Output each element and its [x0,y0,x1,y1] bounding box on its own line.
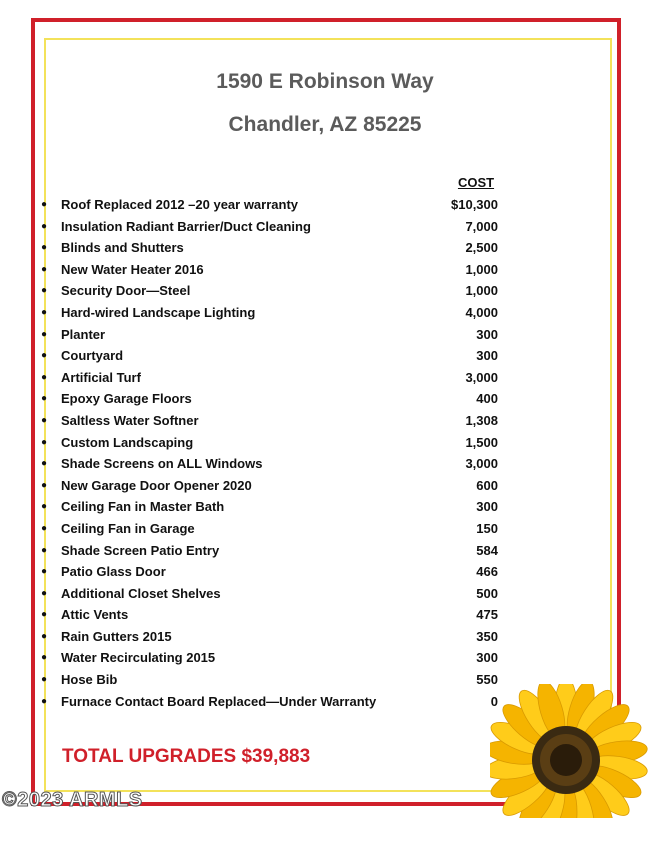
bullet-icon: ● [40,587,48,599]
upgrade-item-cost: $10,300 [451,197,498,212]
upgrade-item-cost: 1,000 [465,261,498,277]
list-item [36,302,506,324]
upgrade-item-label: Blinds and Shutters [61,240,184,256]
upgrade-item-cost: 600 [476,477,498,493]
upgrade-item-label: Roof Replaced 2012 –20 year warranty [61,197,299,212]
upgrade-item-label: Shade Screen Patio Entry [61,542,220,558]
upgrade-item-cost: 350 [476,628,498,644]
upgrade-item-label: Saltless Water Softner [61,412,199,428]
list-item [36,475,506,497]
upgrade-item-label: Patio Glass Door [61,564,166,580]
sunflower-center-core [550,744,582,776]
total-upgrades: TOTAL UPGRADES $39,883 [62,746,311,767]
list-item [36,647,506,669]
upgrade-item-cost: 150 [476,520,498,536]
bullet-icon: ● [40,350,48,362]
upgrade-item-label: Ceiling Fan in Master Bath [61,499,225,515]
bullet-icon: ● [40,263,48,275]
bullet-icon: ● [40,566,48,578]
bullet-icon: ● [40,285,48,297]
list-item [36,259,506,281]
list-item [36,691,506,713]
bullet-icon: ● [40,479,48,491]
upgrade-list [36,194,506,712]
upgrade-item-label: Insulation Radiant Barrier/Duct Cleaning [61,218,311,234]
list-item [36,237,506,259]
upgrade-item-label: Hose Bib [61,672,118,688]
upgrade-item-cost: 300 [476,348,498,364]
list-item [36,518,506,540]
list-item [36,561,506,583]
bullet-icon: ● [40,306,48,318]
upgrade-item-cost: 500 [476,585,498,601]
upgrade-item-cost: 4,000 [465,304,498,320]
cost-column-header: COST [457,175,495,190]
upgrade-item-cost: 1,000 [465,283,498,299]
upgrade-item-cost: 1,308 [465,412,498,428]
upgrade-item-cost: 0 [490,693,498,709]
bullet-icon: ● [40,436,48,448]
bullet-icon: ● [40,544,48,556]
upgrade-item-label: Security Door—Steel [61,283,191,299]
list-item [36,432,506,454]
upgrade-item-cost: 3,000 [465,369,498,385]
bullet-icon: ● [40,199,48,210]
list-item [36,216,506,238]
bullet-icon: ● [40,674,48,686]
bullet-icon: ● [40,695,48,707]
upgrade-item-cost: 400 [476,391,498,407]
bullet-icon: ● [40,630,48,642]
list-item [36,367,506,389]
list-item [36,626,506,648]
list-item [36,604,506,626]
upgrade-item-label: New Water Heater 2016 [61,261,204,277]
list-item [36,280,506,302]
list-item [36,669,506,691]
upgrade-item-label: Courtyard [61,348,124,364]
bullet-icon: ● [40,609,48,621]
address-line-1: 1590 E Robinson Way [216,70,434,93]
bullet-icon: ● [40,501,48,513]
upgrade-item-label: Artificial Turf [61,369,141,385]
bullet-icon: ● [40,652,48,664]
upgrade-item-cost: 2,500 [465,240,498,256]
bullet-icon: ● [40,414,48,426]
upgrade-item-cost: 3,000 [465,456,498,472]
upgrade-item-cost: 300 [476,499,498,515]
address-line-2: Chandler, AZ 85225 [228,113,422,136]
upgrade-item-cost: 550 [476,672,498,688]
upgrade-item-cost: 1,500 [465,434,498,450]
bullet-icon: ● [40,393,48,405]
list-item [36,194,506,216]
upgrade-item-label: Ceiling Fan in Garage [61,520,195,536]
upgrade-item-cost: 475 [476,607,498,623]
list-item [36,540,506,562]
upgrade-item-label: Additional Closet Shelves [61,585,221,601]
upgrade-item-label: Planter [61,326,106,342]
upgrade-item-label: Custom Landscaping [61,434,194,450]
upgrade-item-cost: 300 [476,650,498,666]
list-item [36,453,506,475]
bullet-icon: ● [40,242,48,254]
list-item [36,324,506,346]
sunflower-image [490,684,650,818]
upgrade-item-label: Furnace Contact Board Replaced—Under Warranty [61,693,377,709]
upgrade-item-label: Water Recirculating 2015 [61,650,216,666]
list-item [36,410,506,432]
list-item [36,388,506,410]
bullet-icon: ● [40,458,48,470]
bullet-icon: ● [40,522,48,534]
upgrade-item-label: Rain Gutters 2015 [61,628,172,644]
upgrade-item-cost: 466 [476,564,498,580]
upgrade-item-label: Shade Screens on ALL Windows [61,456,263,472]
copyright-watermark: ©2023 ARMLS [2,789,143,811]
upgrade-item-cost: 584 [476,542,498,558]
bullet-icon: ● [40,371,48,383]
upgrade-item-label: Hard-wired Landscape Lighting [61,304,256,320]
upgrade-item-cost: 7,000 [465,218,498,234]
bullet-icon: ● [40,220,48,232]
bullet-icon: ● [40,328,48,340]
upgrade-item-label: Attic Vents [61,607,129,623]
list-item [36,345,506,367]
upgrade-item-label: New Garage Door Opener 2020 [61,477,252,493]
list-item [36,496,506,518]
upgrade-item-label: Epoxy Garage Floors [61,391,192,407]
list-item [36,583,506,605]
upgrade-item-cost: 300 [476,326,498,342]
